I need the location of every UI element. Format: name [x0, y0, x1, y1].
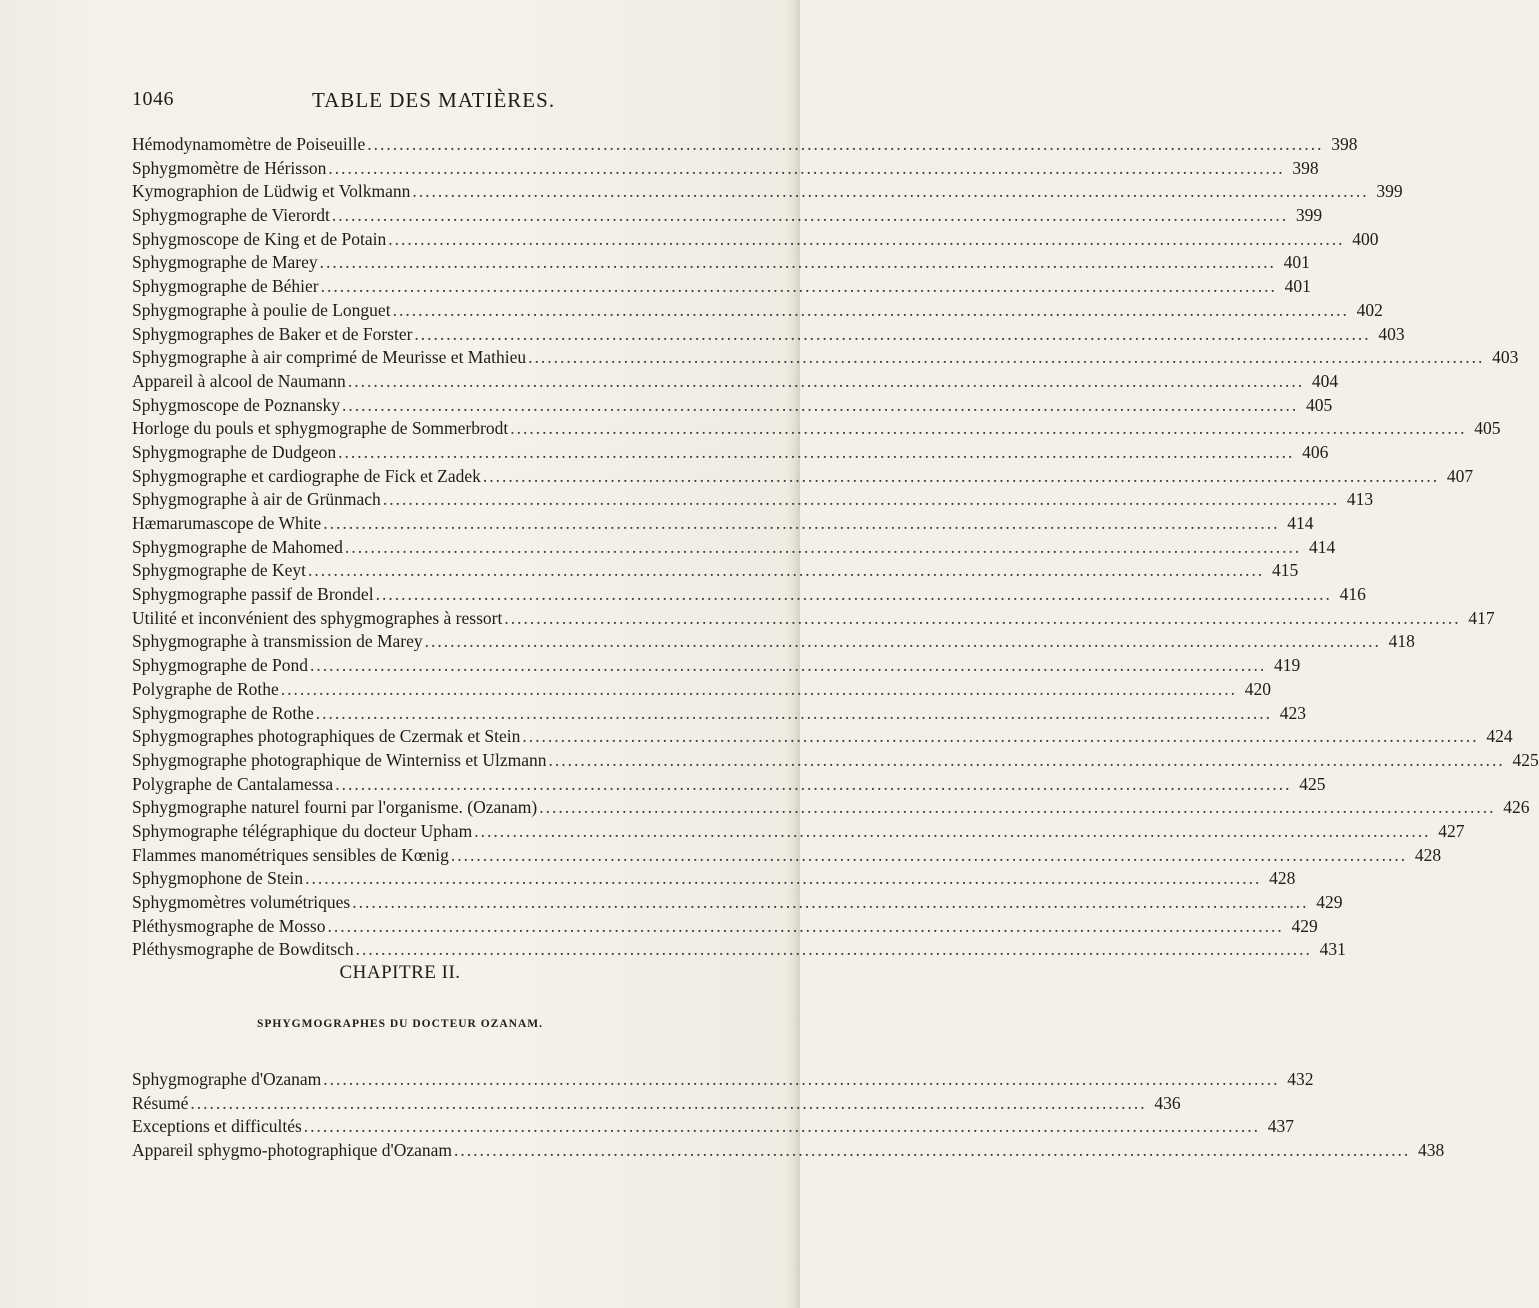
toc-entry: [132, 465, 1474, 489]
toc-entry-title: Sphygmographe de Pond: [132, 655, 308, 676]
toc-entry-title: Polygraphe de Rothe: [132, 678, 279, 699]
page-number: 1046: [132, 88, 174, 110]
toc-entry: [132, 844, 1442, 868]
toc-entry: [132, 630, 1415, 654]
dot-leader: [522, 725, 1478, 749]
toc-entry: [132, 725, 1513, 749]
toc-entry-title: Sphygmographe de Dudgeon: [132, 441, 337, 462]
toc-entry-title: Pléthysmographe de Bowditsch: [132, 939, 354, 960]
toc-entry-title: Sphygmographe de Keyt: [132, 560, 306, 581]
toc-entry-title: Appareil à alcool de Naumann: [132, 370, 346, 391]
dot-leader: [338, 441, 1294, 465]
toc-entry: [132, 441, 1329, 465]
toc-entry-title: Sphygmoscope de Poznansky: [132, 394, 341, 415]
toc-entry-page: 403: [1378, 323, 1405, 344]
toc-entry-page: 432: [1287, 1069, 1314, 1089]
toc-entry-title: Sphygmographe à air de Grünmach: [132, 489, 381, 510]
toc-entry-page: 429: [1316, 892, 1343, 912]
dot-leader: [335, 773, 1291, 797]
toc-entry-page: 416: [1339, 584, 1366, 605]
toc-entry-title: Pléthysmographe de Mosso: [132, 915, 326, 936]
dot-leader: [510, 417, 1466, 441]
dot-leader: [388, 228, 1344, 252]
dot-leader: [304, 1115, 1260, 1139]
toc-entry: [132, 583, 1366, 607]
toc-entry-page: 437: [1267, 1116, 1295, 1137]
toc-entry-page: 423: [1279, 702, 1307, 723]
toc-entry: [132, 702, 1307, 726]
toc-entry: [132, 891, 1343, 915]
toc-entry-title: Sphygmographes photographiques de Czermak et Stein: [132, 726, 521, 747]
dot-leader: [549, 749, 1505, 773]
toc-entry: [132, 536, 1336, 560]
dot-leader: [327, 915, 1283, 939]
dot-leader: [190, 1092, 1146, 1116]
toc-entry-page: 425: [1512, 749, 1539, 770]
toc-entry-page: 419: [1273, 655, 1301, 676]
toc-entry-title: Sphygmographe photographique de Winterniss et Ulzmann: [132, 749, 547, 770]
dot-leader: [342, 394, 1298, 418]
toc-entry: [132, 417, 1501, 441]
toc-entry-title: Appareil sphygmo-photographique d'Ozanam: [132, 1140, 453, 1161]
toc-entry-title: Sphygmographe à transmission de Marey: [132, 631, 423, 652]
toc-entry-page: 406: [1302, 441, 1329, 462]
toc-entry: [132, 938, 1346, 962]
toc-entry-page: 424: [1486, 726, 1513, 747]
toc-entry-page: 405: [1306, 394, 1333, 415]
toc-entry-title: Sphygmographe de Marey: [132, 252, 318, 273]
dot-leader: [328, 157, 1284, 181]
toc-entry: [132, 654, 1301, 678]
toc-entry-page: 403: [1492, 347, 1519, 368]
chapter-subheading: SPHYGMOGRAPHES DU DOCTEUR OZANAM.: [256, 1018, 543, 1030]
toc-entry-title: Sphygmographe de Vierordt: [132, 205, 330, 226]
dot-leader: [412, 180, 1368, 204]
toc-entry-page: 414: [1287, 513, 1314, 533]
toc-entry-page: 417: [1468, 607, 1495, 628]
toc-entry-page: 405: [1474, 418, 1501, 439]
toc-entry-page: 429: [1291, 915, 1318, 936]
dot-leader: [393, 299, 1349, 323]
toc-entry: [132, 820, 1465, 844]
toc-entry: [132, 370, 1339, 394]
toc-entry-page: 428: [1414, 844, 1442, 865]
dot-leader: [451, 844, 1407, 868]
toc-entry-title: Sphygmophone de Stein: [132, 868, 304, 889]
toc-entry-page: 425: [1299, 773, 1326, 794]
toc-entry: [132, 180, 1403, 204]
toc-entry: [132, 346, 1519, 370]
dot-leader: [425, 630, 1381, 654]
dot-leader: [528, 346, 1484, 370]
dot-leader: [332, 204, 1288, 228]
toc-entry-title: Sphygmographe passif de Brondel: [132, 584, 374, 605]
dot-leader: [376, 583, 1332, 607]
toc-entry-title: Sphygmographes de Baker et de Forster: [132, 323, 413, 344]
toc-entry-page: 436: [1154, 1092, 1181, 1113]
toc-entry-page: 399: [1295, 205, 1323, 226]
toc-entry-page: 414: [1308, 536, 1336, 557]
toc-entry-page: 426: [1503, 797, 1530, 818]
toc-entry: [132, 773, 1326, 797]
dot-leader: [305, 867, 1261, 891]
running-title: TABLE DES MATIÈRES.: [312, 88, 556, 112]
toc-entry: [132, 1068, 1314, 1092]
toc-entry: [132, 1092, 1181, 1116]
dot-leader: [539, 796, 1495, 820]
toc-entry-title: Sphygmomètres volumétriques: [132, 892, 351, 912]
toc-entry-title: Sphygmographe d'Ozanam: [132, 1069, 322, 1089]
toc-entry-title: Sphygmographe à air comprimé de Meurisse et Mathieu: [132, 347, 527, 368]
toc-entry-title: Sphygmographe naturel fourni par l'organisme. (Ozanam): [132, 797, 538, 818]
chapter-table-of-contents: [132, 1068, 1445, 1163]
toc-entry-page: 428: [1269, 868, 1296, 889]
toc-entry: [132, 915, 1318, 939]
toc-entry: [132, 157, 1319, 181]
toc-entry-page: 399: [1376, 181, 1403, 202]
toc-entry: [132, 678, 1272, 702]
toc-entry: [132, 275, 1311, 299]
dot-leader: [281, 678, 1237, 702]
toc-entry: [132, 1115, 1295, 1139]
dot-leader: [504, 607, 1460, 631]
toc-entry-title: Sphygmographe de Mahomed: [132, 536, 343, 557]
toc-entry-page: 415: [1272, 560, 1299, 581]
toc-entry: [132, 512, 1314, 536]
toc-entry-page: 413: [1346, 489, 1374, 510]
toc-entry: [132, 133, 1358, 157]
dot-leader: [320, 251, 1276, 275]
toc-entry-page: 407: [1446, 465, 1474, 486]
toc-entry-title: Flammes manométriques sensibles de Kœnig: [132, 844, 449, 865]
dot-leader: [310, 654, 1266, 678]
toc-entry-page: 404: [1311, 370, 1339, 391]
toc-entry-title: Sphygmographe de Rothe: [132, 702, 314, 723]
toc-entry: [132, 299, 1383, 323]
toc-entry: [132, 559, 1299, 583]
dot-leader: [348, 370, 1304, 394]
toc-entry-title: Polygraphe de Cantalamessa: [132, 773, 334, 794]
dot-leader: [367, 133, 1323, 157]
toc-entry: [132, 228, 1379, 252]
dot-leader: [308, 559, 1264, 583]
dot-leader: [483, 465, 1439, 489]
toc-entry-page: 398: [1292, 157, 1319, 178]
toc-entry-title: Utilité et inconvénient des sphygmographes à ressort: [132, 607, 503, 628]
dot-leader: [356, 938, 1312, 962]
toc-entry: [132, 394, 1333, 418]
toc-entry-title: Horloge du pouls et sphygmographe de Sommerbrodt: [132, 418, 509, 439]
toc-entry-page: 438: [1418, 1140, 1445, 1161]
toc-entry: [132, 749, 1539, 773]
toc-entry: [132, 251, 1310, 275]
toc-entry-page: 427: [1438, 820, 1465, 841]
dot-leader: [454, 1139, 1410, 1163]
page-header: [132, 88, 678, 118]
toc-entry-title: Résumé: [132, 1092, 189, 1113]
toc-entry-title: Sphygmographe à poulie de Longuet: [132, 299, 391, 320]
toc-entry-title: Sphygmomètre de Hérisson: [132, 157, 327, 178]
dot-leader: [383, 488, 1339, 512]
dot-leader: [352, 891, 1308, 915]
table-of-contents: [132, 133, 1539, 962]
toc-entry-title: Kymographion de Lüdwig et Volkmann: [132, 181, 411, 202]
toc-entry-title: Hémodynamomètre de Poiseuille: [132, 134, 366, 154]
toc-entry: [132, 867, 1296, 891]
dot-leader: [316, 702, 1272, 726]
toc-entry: [132, 796, 1530, 820]
toc-entry: [132, 204, 1323, 228]
dot-leader: [345, 536, 1301, 560]
toc-entry-page: 401: [1284, 276, 1311, 297]
toc-entry-title: Hæmarumascope de White: [132, 513, 322, 533]
toc-entry-title: Sphygmographe et cardiographe de Fick et Zadek: [132, 465, 481, 486]
toc-entry-page: 401: [1283, 252, 1310, 273]
dot-leader: [323, 512, 1279, 536]
dot-leader: [321, 275, 1277, 299]
toc-entry: [132, 488, 1374, 512]
toc-entry-title: Sphymographe télégraphique du docteur Upham: [132, 820, 473, 841]
toc-entry-page: 400: [1352, 228, 1379, 249]
toc-entry: [132, 323, 1405, 347]
toc-entry-page: 420: [1244, 678, 1272, 699]
dot-leader: [414, 323, 1370, 347]
toc-entry-page: 418: [1388, 631, 1415, 652]
toc-entry-title: Exceptions et difficultés: [132, 1116, 302, 1137]
chapter-heading: CHAPITRE II.: [339, 962, 461, 983]
toc-entry-page: 431: [1319, 939, 1346, 960]
toc-entry-title: Sphygmoscope de King et de Potain: [132, 228, 387, 249]
toc-entry: [132, 1139, 1445, 1163]
toc-entry-page: 402: [1356, 299, 1383, 320]
toc-entry: [132, 607, 1495, 631]
dot-leader: [323, 1068, 1279, 1092]
toc-entry-page: 398: [1331, 134, 1358, 154]
toc-entry-title: Sphygmographe de Béhier: [132, 276, 319, 297]
dot-leader: [474, 820, 1430, 844]
